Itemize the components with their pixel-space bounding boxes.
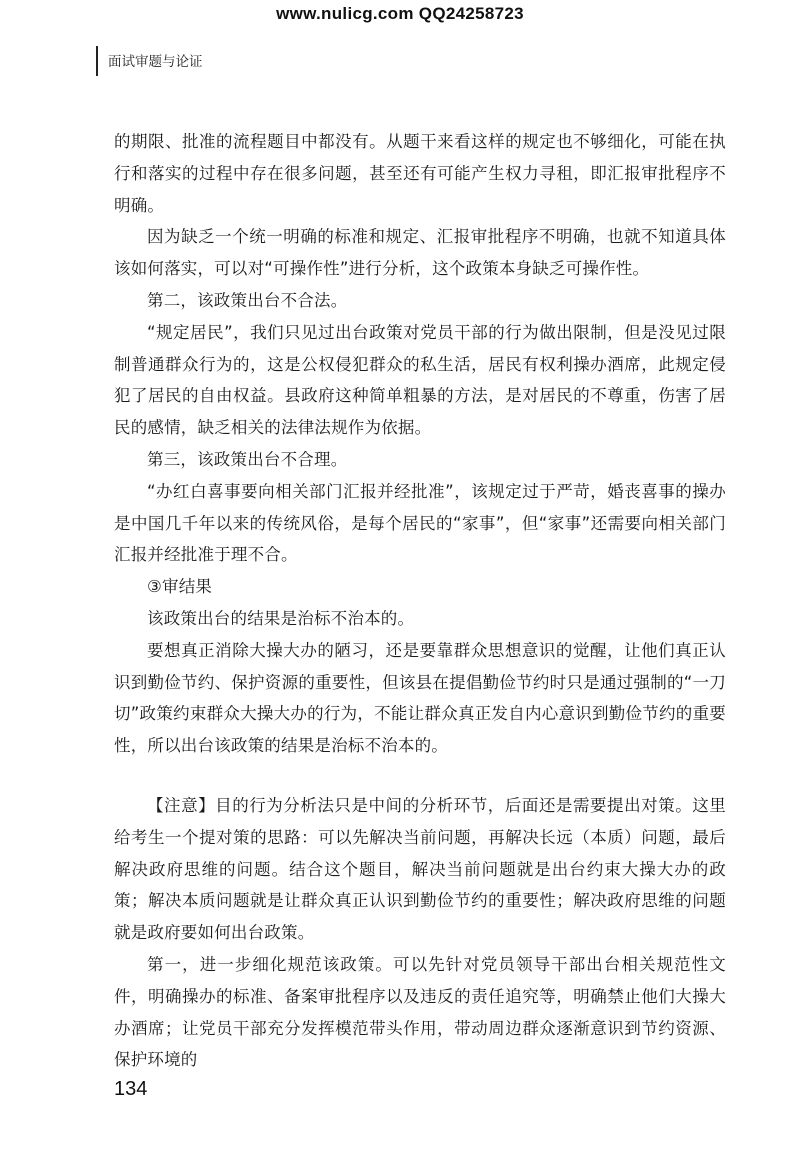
paragraph: “规定居民”，我们只见过出台政策对党员干部的行为做出限制，但是没见过限制普通群众行为的，这是公权侵犯群众的私生活，居民有权利操办酒席，此规定侵犯了居民的自由权益。县政府这种简单粗暴的方法，是对居民的不尊重，伤害了居民的感情，缺乏相关的法律法规作为依据。 — [114, 322, 726, 438]
watermark: www.nulicg.com QQ24258723 — [276, 4, 524, 23]
paragraph: 第一，进一步细化规范该政策。可以先针对党员领导干部出台相关规范性文件，明确操办的标准、备案审批程序以及违反的责任追究等，明确禁止他们大操大办酒席；让党员干部充分发挥模范带头作用，带动周边群众逐渐意识到节约资源、保护环境的 — [114, 954, 726, 1070]
page-number: 134 — [114, 1078, 148, 1100]
note-paragraph: 【注意】目的行为分析法只是中间的分析环节，后面还是需要提出对策。这里给考生一个提对策的思路：可以先解决当前问题，再解决长远（本质）问题，最后解决政府思维的问题。结合这个题目，解决当前问题就是出台约束大操大办的政策；解决本质问题就是让群众真正认识到勤俭节约的重要性；解决政府思维的问题就是政府要如何出台政策。 — [114, 795, 726, 943]
paragraph: 因为缺乏一个统一明确的标准和规定、汇报审批程序不明确，也就不知道具体该如何落实，可以对“可操作性”进行分析，这个政策本身缺乏可操作性。 — [114, 227, 726, 279]
paragraph: “办红白喜事要向相关部门汇报并经批准”，该规定过于严苛，婚丧喜事的操办是中国几千年以来的传统风俗，是每个居民的“家事”，但“家事”还需要向相关部门汇报并经批准于理不合。 — [114, 481, 726, 565]
paragraph-gap — [114, 762, 726, 790]
section-heading: 第三，该政策出台不合理。 — [147, 449, 348, 469]
paragraph: 要想真正消除大操大办的陋习，还是要靠群众思想意识的觉醒，让他们真正认识到勤俭节约、保护资源的重要性，但该县在提倡勤俭节约时只是通过强制的“一刀切”政策约束群众大操大办的行为，不能让群众真正发自内心意识到勤俭节约的重要性，所以出台该政策的结果是治标不治本的。 — [114, 640, 726, 756]
page-body — [114, 126, 726, 1076]
paragraph: 该政策出台的结果是治标不治本的。 — [147, 608, 415, 628]
running-header: 面试审题与论证 — [108, 54, 203, 70]
paragraph: 的期限、批准的流程题目中都没有。从题干来看这样的规定也不够细化，可能在执行和落实的过程中存在很多问题，甚至还有可能产生权力寻租，即汇报审批程序不明确。 — [114, 132, 726, 215]
section-heading: 第二，该政策出台不合法。 — [147, 290, 348, 310]
header-rule — [96, 46, 98, 76]
subsection-heading: ③审结果 — [147, 577, 213, 597]
